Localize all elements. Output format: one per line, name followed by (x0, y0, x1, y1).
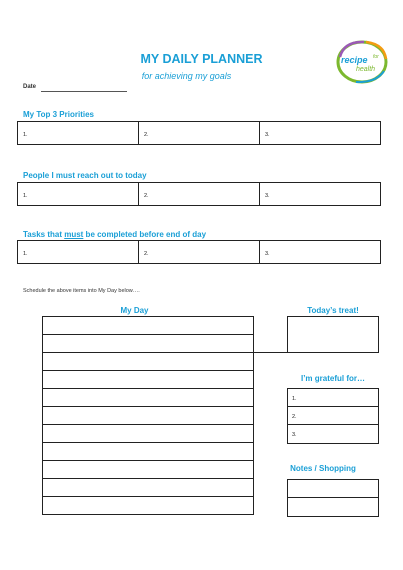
my-day-schedule (42, 316, 254, 515)
priorities-row (17, 121, 381, 145)
page-title: MY DAILY PLANNER (140, 52, 263, 66)
grateful-item-1[interactable]: 1. (288, 389, 378, 407)
reach-out-cell-2[interactable]: 2. (139, 183, 260, 205)
reach-out-cell-1[interactable]: 1. (18, 183, 139, 205)
logo-text-recipe: recipe (341, 55, 368, 65)
task-cell-3[interactable]: 3. (265, 251, 270, 257)
notes-heading: Notes / Shopping (290, 464, 356, 473)
my-day-line[interactable] (43, 335, 253, 353)
reach-out-cell-3[interactable]: 3. (265, 193, 270, 199)
treat-box[interactable] (287, 316, 379, 353)
page-subtitle: for achieving my goals (141, 71, 232, 81)
my-day-line[interactable] (43, 497, 253, 515)
treat-heading: Today’s treat! (307, 306, 359, 315)
reach-out-heading: People I must reach out to today (23, 171, 147, 180)
tasks-heading (23, 230, 206, 239)
my-day-line[interactable] (43, 353, 253, 371)
grateful-item-3[interactable]: 3. (292, 432, 297, 438)
my-day-line[interactable] (43, 443, 253, 461)
my-day-heading: My Day (120, 306, 149, 315)
recipe-for-health-logo (334, 37, 390, 87)
task-cell-1[interactable]: 1. (18, 241, 139, 263)
my-day-line[interactable] (43, 389, 253, 407)
priority-cell-2[interactable]: 2. (139, 122, 260, 144)
schedule-note: Schedule the above items into My Day below…. (23, 288, 140, 294)
my-day-line[interactable] (43, 479, 253, 497)
notes-line[interactable] (288, 480, 378, 498)
logo-text-health: health (356, 66, 376, 73)
tasks-heading-emph: must (64, 230, 84, 239)
reach-out-row (17, 182, 381, 206)
connector-line (254, 352, 288, 353)
priority-cell-3[interactable]: 3. (265, 132, 270, 138)
grateful-item-2[interactable]: 2. (288, 407, 378, 425)
task-cell-2[interactable]: 2. (139, 241, 260, 263)
my-day-line[interactable] (43, 461, 253, 479)
my-day-line[interactable] (43, 317, 253, 335)
notes-line[interactable] (288, 498, 378, 516)
my-day-line[interactable] (43, 425, 253, 443)
priority-cell-1[interactable]: 1. (18, 122, 139, 144)
notes-list (287, 479, 379, 517)
logo-text-for: for (373, 54, 379, 60)
tasks-heading-after: be completed before end of day (83, 230, 207, 239)
priorities-heading: My Top 3 Priorities (23, 110, 94, 119)
date-field-line[interactable] (41, 91, 127, 92)
my-day-line[interactable] (43, 407, 253, 425)
tasks-heading-before: Tasks that (23, 230, 65, 239)
grateful-list (287, 388, 379, 444)
my-day-line[interactable] (43, 371, 253, 389)
tasks-row (17, 240, 381, 264)
date-label: Date (23, 84, 37, 90)
grateful-heading: I’m grateful for… (300, 374, 365, 383)
